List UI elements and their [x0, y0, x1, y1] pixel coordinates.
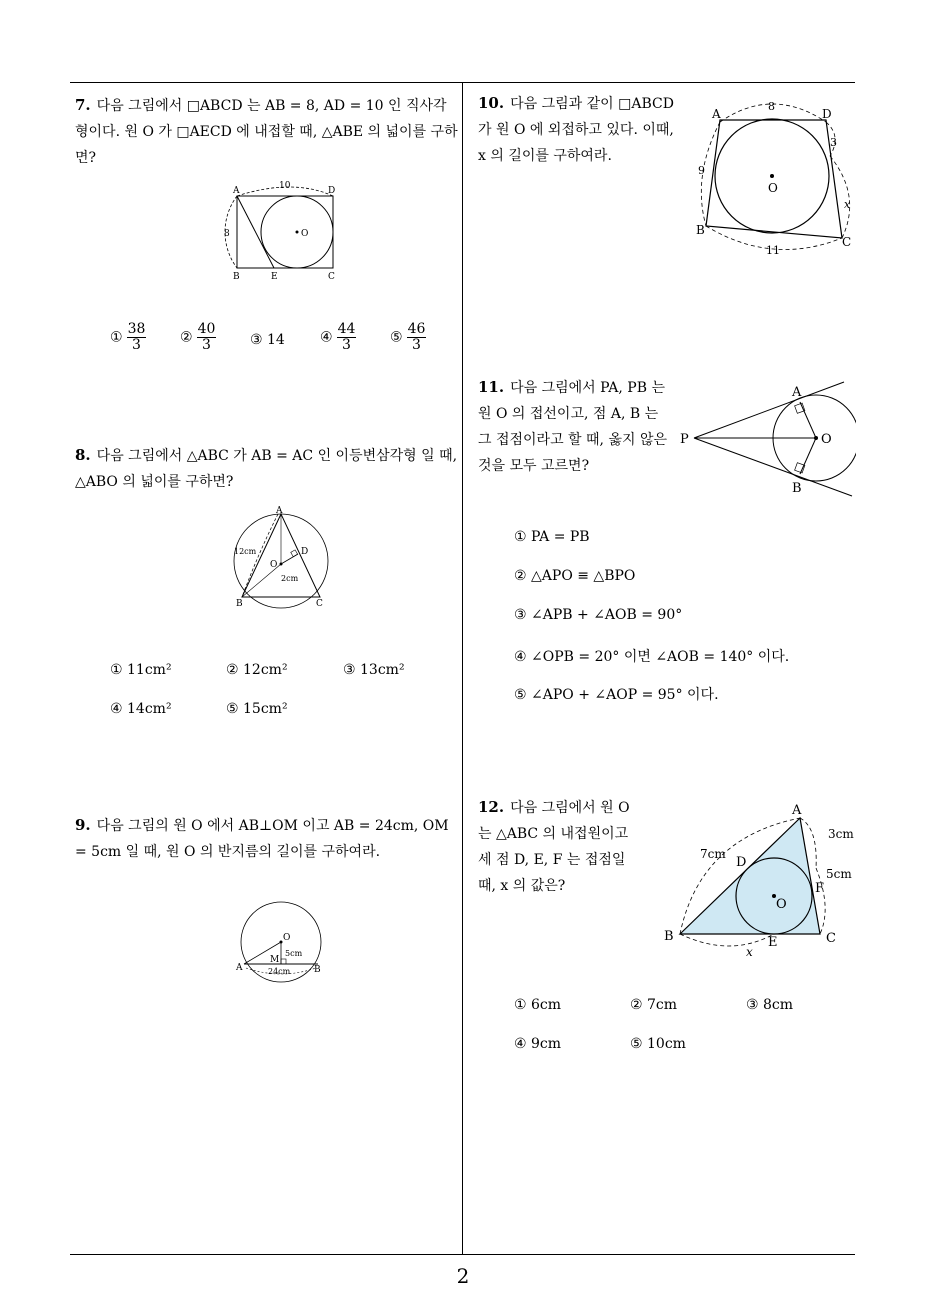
- label-11: 11: [766, 244, 780, 257]
- label-P: P: [680, 432, 689, 447]
- option-7-2[interactable]: ② $\frac{40}{3}$: [180, 321, 216, 353]
- question-8: [75, 442, 460, 495]
- label-A: A: [792, 803, 802, 818]
- label-A: A: [236, 963, 243, 973]
- question-text: 다음 그림과 같이 □ABCD 가 원 O 에 외접하고 있다. 이때, x 의 길이를 구하여라.: [478, 96, 674, 164]
- label-C: C: [842, 235, 852, 249]
- option-12-1[interactable]: ① 6cm: [514, 997, 562, 1013]
- label-5cm: 5cm: [285, 949, 303, 958]
- question-11: [478, 374, 668, 479]
- label-10: 10: [279, 181, 291, 191]
- label-F: F: [815, 881, 825, 896]
- column-divider: [462, 82, 463, 1254]
- page-number: 2: [456, 1264, 470, 1288]
- question-text: 다음 그림에서 원 O 는 △ABC 의 내접원이고 세 점 D, E, F 는 접점일 때, x 의 값은?: [478, 800, 630, 894]
- option-8-1[interactable]: ① 11cm²: [110, 662, 172, 678]
- option-12-2[interactable]: ② 7cm: [630, 997, 678, 1013]
- question-number: 12.: [478, 798, 505, 816]
- figure-triangle-circle: [228, 504, 338, 610]
- question-12: [478, 794, 646, 899]
- option-8-4[interactable]: ④ 14cm²: [110, 701, 172, 717]
- question-number: 7.: [75, 96, 91, 114]
- label-5cm: 5cm: [826, 867, 852, 881]
- question-number: 8.: [75, 446, 91, 464]
- option-7-4[interactable]: ④ $\frac{44}{3}$: [320, 321, 356, 353]
- label-12cm: 12cm: [234, 547, 257, 556]
- label-B: B: [233, 272, 240, 282]
- label-D: D: [736, 855, 747, 870]
- option-12-3[interactable]: ③ 8cm: [746, 997, 794, 1013]
- option-11-1[interactable]: ① PA = PB: [514, 529, 590, 545]
- label-O: O: [283, 933, 291, 943]
- label-B: B: [314, 965, 321, 975]
- option-7-3[interactable]: ③ 14: [250, 332, 285, 348]
- label-M: M: [270, 955, 280, 965]
- label-O: O: [821, 432, 832, 447]
- question-7: [75, 92, 460, 171]
- option-8-2[interactable]: ② 12cm²: [226, 662, 288, 678]
- figure-quadrilateral-circle: [692, 96, 860, 260]
- option-8-5[interactable]: ⑤ 15cm²: [226, 701, 288, 717]
- label-3: 3: [830, 136, 837, 149]
- option-11-2[interactable]: ② △APO ≡ △BPO: [514, 568, 636, 584]
- option-12-4[interactable]: ④ 9cm: [514, 1036, 562, 1052]
- label-8: 8: [224, 229, 230, 239]
- question-text: 다음 그림의 원 O 에서 AB⊥OM 이고 AB = 24cm, OM = 5cm 일 때, 원 O 의 반지름의 길이를 구하여라.: [75, 818, 449, 860]
- figure-chord-circle: [232, 898, 332, 986]
- label-24cm: 24cm: [268, 967, 291, 976]
- label-x: x: [844, 198, 851, 211]
- label-3cm: 3cm: [828, 827, 854, 841]
- label-x: x: [746, 945, 753, 959]
- label-O: O: [270, 560, 278, 570]
- question-number: 9.: [75, 816, 91, 834]
- label-O: O: [768, 181, 778, 195]
- label-A: A: [792, 385, 802, 400]
- option-7-1[interactable]: ① $\frac{38}{3}$: [110, 321, 146, 353]
- label-O: O: [776, 897, 787, 912]
- question-number: 11.: [478, 378, 505, 396]
- label-O: O: [301, 229, 309, 239]
- label-E: E: [768, 935, 778, 950]
- question-9: [75, 812, 460, 865]
- question-text: 다음 그림에서 PA, PB 는 원 O 의 접선이고, 점 A, B 는 그 접점이라고 할 때, 옳지 않은 것을 모두 고르면?: [478, 380, 667, 474]
- label-A: A: [233, 186, 240, 196]
- label-8: 8: [768, 100, 775, 113]
- figure-incircle-triangle: [660, 798, 860, 964]
- label-B: B: [236, 599, 243, 609]
- label-B: B: [696, 223, 705, 237]
- label-C: C: [316, 599, 323, 609]
- label-B: B: [664, 929, 674, 944]
- option-11-3[interactable]: ③ ∠APB + ∠AOB = 90°: [514, 607, 683, 623]
- question-10: [478, 90, 678, 169]
- option-11-5[interactable]: ⑤ ∠APO + ∠AOP = 95° 이다.: [514, 687, 719, 703]
- figure-rect-circle: [218, 178, 348, 284]
- label-B: B: [792, 481, 802, 496]
- label-D: D: [328, 186, 336, 196]
- label-A: A: [276, 506, 283, 516]
- label-2cm: 2cm: [281, 574, 299, 583]
- option-8-3[interactable]: ③ 13cm²: [343, 662, 405, 678]
- question-text: 다음 그림에서 △ABC 가 AB = AC 인 이등변삼각형 일 때, △ABO 의 넓이를 구하면?: [75, 448, 458, 490]
- question-number: 10.: [478, 94, 505, 112]
- option-12-5[interactable]: ⑤ 10cm: [630, 1036, 686, 1052]
- label-D: D: [822, 107, 832, 121]
- label-A: A: [712, 107, 721, 121]
- label-C: C: [826, 931, 836, 946]
- option-7-5[interactable]: ⑤ $\frac{46}{3}$: [390, 321, 426, 353]
- label-D: D: [301, 547, 309, 557]
- label-9: 9: [698, 164, 705, 177]
- label-C: C: [328, 272, 335, 282]
- option-11-4[interactable]: ④ ∠OPB = 20° 이면 ∠AOB = 140° 이다.: [514, 649, 790, 665]
- figure-tangent-lines: [676, 376, 856, 502]
- label-7cm: 7cm: [700, 847, 726, 861]
- bottom-rule: [70, 1254, 855, 1255]
- label-E: E: [271, 272, 278, 282]
- question-text: 다음 그림에서 □ABCD 는 AB = 8, AD = 10 인 직사각형이다. 원 O 가 □AECD 에 내접할 때, △ABE 의 넓이를 구하면?: [75, 98, 458, 166]
